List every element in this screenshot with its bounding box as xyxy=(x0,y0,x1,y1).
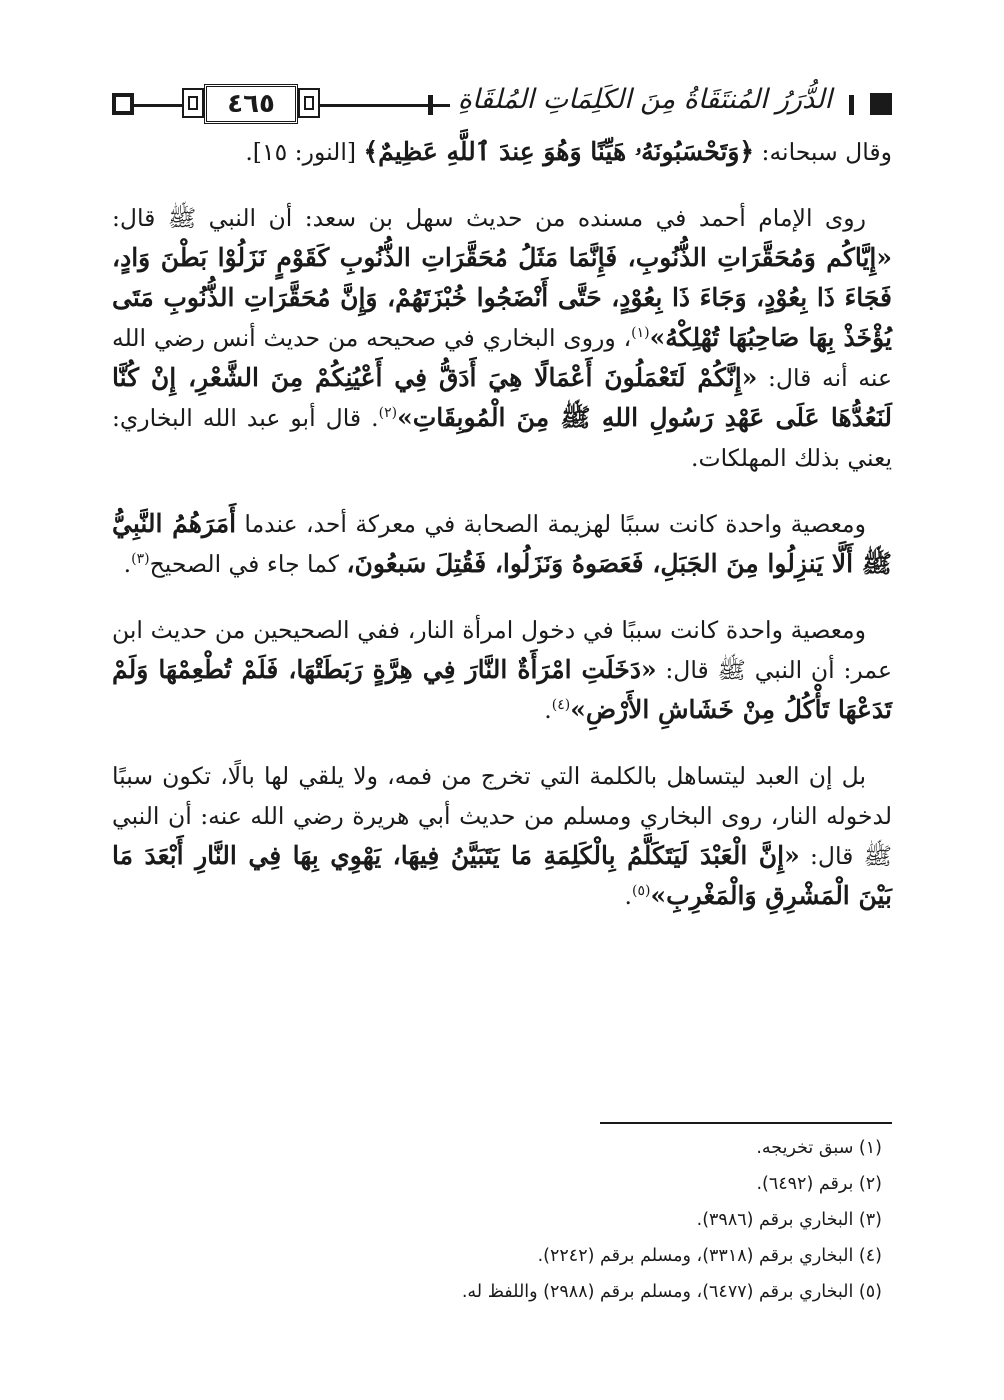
ornament-knot-right xyxy=(298,88,320,118)
paragraph-2 xyxy=(112,504,892,584)
book-title: الدُّرَرُ المُنتَقَاةُ مِنَ الكَلِمَاتِ المُلقَاةِ xyxy=(450,84,840,115)
text-run: ومعصية واحدة كانت سببًا لهزيمة الصحابة في معركة أحد، عندما xyxy=(236,510,866,538)
text-run: بل إن العبد ليتساهل بالكلمة التي تخرج من فمه، ولا يلقي لها بالًا، تكون سببًا لدخوله النار، روى البخاري ومسلم من حديث أبي هريرة رضي الله عنه: أن النبي ﷺ قال: xyxy=(112,762,893,870)
paragraph-3 xyxy=(112,610,892,730)
text-run: كما جاء في الصحيح xyxy=(149,550,347,578)
text-run: ومعصية واحدة كانت سببًا في دخول امرأة النار، ففي الصحيحين من حديث ابن عمر: أن النبي ﷺ قال: xyxy=(112,616,892,684)
footnote-1: (١) سبق تخريجه. xyxy=(756,1138,882,1158)
footnote-separator xyxy=(600,1122,892,1124)
verse-reference: [النور: ١٥]. xyxy=(245,138,364,166)
text-run: . xyxy=(624,882,632,910)
text-run: . xyxy=(123,550,132,578)
header-square-right xyxy=(870,93,892,115)
text-run: ، وروى البخاري في صحيحه من حديث أنس رضي الله عنه أنه قال: xyxy=(112,324,892,392)
quran-verse: ﴿وَتَحْسَبُونَهُۥ هَيِّنًا وَهُوَ عِندَ ٱللَّهِ عَظِيمٌ﴾ xyxy=(363,137,755,166)
header-divider-bar-right xyxy=(849,95,854,115)
body-text xyxy=(112,132,892,916)
footnote-marker: (١) xyxy=(631,325,650,342)
footnote-marker: (٤) xyxy=(551,697,571,714)
footnote-marker: (٣) xyxy=(131,551,150,568)
footnote-marker: (٥) xyxy=(631,883,651,900)
hadith-quote: «إِنَّكُمْ لَتَعْمَلُونَ أَعْمَالًا هِيَ أَدَقُّ فِي أَعْيُنِكُمْ مِنَ الشَّعْرِ، إِنْ كُنَّا لَنَعُدُّهَا عَلَى عَهْدِ رَسُولِ اللهِ ﷺ مِنَ الْمُوبِقَاتِ» xyxy=(112,363,892,432)
ornament-knot-left xyxy=(182,88,204,118)
footnote-3: (٣) البخاري برقم (٣٩٨٦). xyxy=(696,1210,882,1230)
page-header xyxy=(112,82,892,132)
footnote-2: (٢) برقم (٦٤٩٢). xyxy=(756,1174,882,1194)
hadith-quote: «إِنَّ الْعَبْدَ لَيَتَكَلَّمُ بِالْكَلِمَةِ مَا يَتَبَيَّنُ فِيهَا، يَهْوِي بِهَا فِي النَّارِ أَبْعَدَ مَا بَيْنَ الْمَشْرِقِ وَالْمَغْرِبِ» xyxy=(112,841,892,910)
footnote-4: (٤) البخاري برقم (٣٣١٨)، ومسلم برقم (٢٢٤٢). xyxy=(537,1246,882,1266)
paragraph-1 xyxy=(112,198,892,478)
text-run: روى الإمام أحمد في مسنده من حديث سهل بن سعد: أن النبي ﷺ قال: xyxy=(112,204,866,232)
page xyxy=(112,82,892,1342)
footnote-marker: (٢) xyxy=(378,405,398,422)
footnote-5: (٥) البخاري برقم (٦٤٧٧)، ومسلم برقم (٢٩٨٨) واللفظ له. xyxy=(461,1282,882,1302)
verse-line xyxy=(112,132,892,172)
header-divider-bar xyxy=(428,95,433,115)
verse-intro: وقال سبحانه: xyxy=(754,138,892,166)
header-square-left xyxy=(112,93,134,115)
paragraph-4 xyxy=(112,756,892,916)
hadith-quote: «دَخَلَتِ امْرَأَةٌ النَّارَ فِي هِرَّةٍ رَبَطَتْهَا، فَلَمْ تُطْعِمْهَا وَلَمْ تَدَعْهَا تَأْكُلُ مِنْ خَشَاشِ الأَرْضِ» xyxy=(112,655,892,724)
text-run: . xyxy=(544,696,552,724)
text-run: . قال أبو عبد الله البخاري: يعني بذلك المهلكات. xyxy=(112,404,892,472)
emphasized-text: أَمَرَهُمُ النَّبِيُّ ﷺ أَلَّا يَنزِلُوا مِنَ الجَبَلِ، فَعَصَوهُ وَنَزَلُوا، فَقُتِلَ سَبعُونَ، xyxy=(112,509,892,578)
footnotes xyxy=(112,1130,892,1310)
hadith-quote: «إِيَّاكُم وَمُحَقَّرَاتِ الذُّنُوبِ، فَإِنَّمَا مَثَلُ مُحَقَّرَاتِ الذُّنُوبِ كَقَوْمٍ نَزَلُوْا بَطْنَ وَادٍ، فَجَاءَ ذَا بِعُوْدٍ، وَجَاءَ ذَا بِعُوْدٍ، حَتَّى أَنْضَجُوا خُبْزَتَهُمْ، وَإِنَّ مُحَقَّرَاتِ الذُّنُوبِ مَتَى يُؤْخَذْ بِهَا صَاحِبُهَا تُهْلِكْهُ» xyxy=(112,243,892,352)
page-number: ٤٦٥ xyxy=(204,84,298,124)
